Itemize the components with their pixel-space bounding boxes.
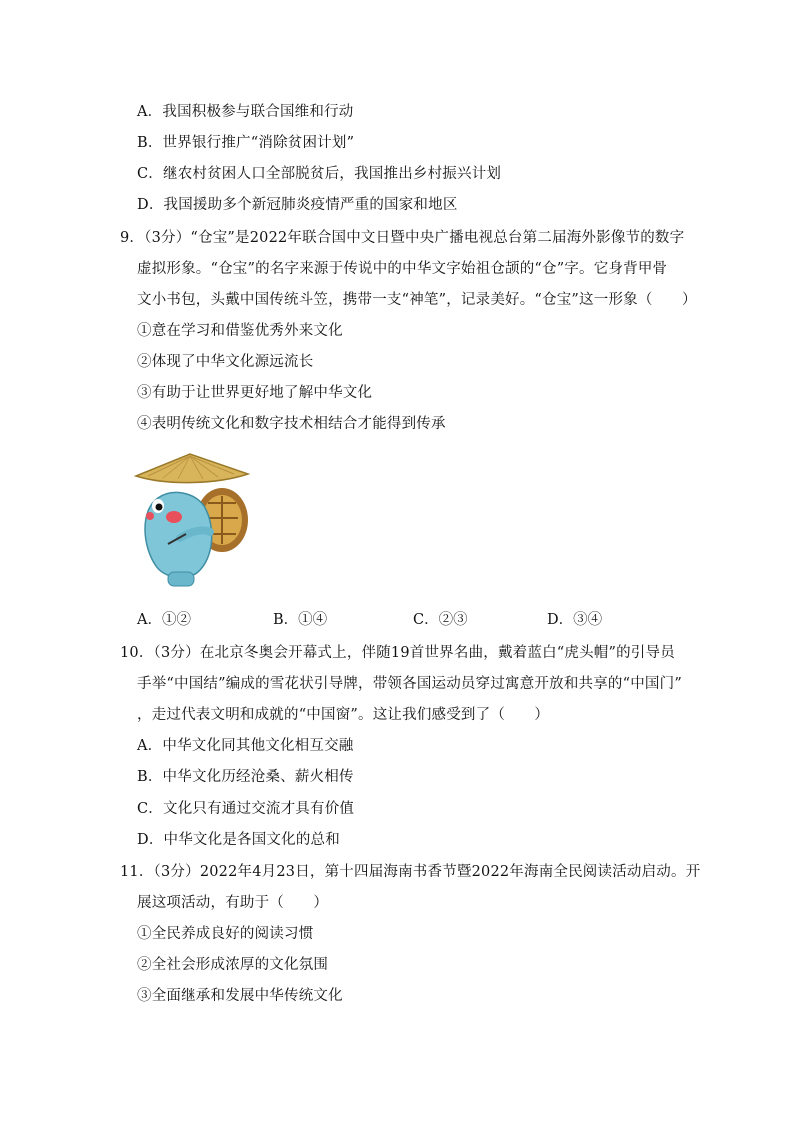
q9-stem-line-3: 文小书包，头戴中国传统斗笠，携带一支“神笔”，记录美好。“仓宝”这一形象（ ） [137,292,697,308]
q8-option-c: C．继农村贫困人口全部脱贫后，我国推出乡村振兴计划 [137,166,502,182]
q8-option-a: A．我国积极参与联合国维和行动 [137,104,354,120]
q10-stem-line-1: 10．（3分）在北京冬奥会开幕式上，伴随19首世界名曲，戴着蓝白“虎头帽”的引导员 [120,645,675,661]
q9-stem-line-2: 虚拟形象。“仓宝”的名字来源于传说中的中华文字始祖仓颉的“仓”字。它身背甲骨 [137,261,668,277]
q11-stem-line-2: 展这项活动，有助于（ ） [137,895,329,911]
q10-stem-line-2: 手举“中国结”编成的雪花状引导牌，带领各国运动员穿过寓意开放和共享的“中国门” [137,676,682,692]
q10-option-c: C．文化只有通过交流才具有价值 [137,801,355,817]
q8-option-d: D．我国援助多个新冠肺炎疫情严重的国家和地区 [137,197,458,213]
q9-answer-b: B．①④ [273,612,328,628]
q10-stem-line-3: ，走过代表文明和成就的“中国窗”。这让我们感受到了（ ） [137,707,550,723]
q10-option-d: D．中华文化是各国文化的总和 [137,832,340,848]
q9-statement-2: ②体现了中华文化源远流长 [137,354,314,370]
q9-statement-3: ③有助于让世界更好地了解中华文化 [137,385,373,401]
q9-statement-1: ①意在学习和借鉴优秀外来文化 [137,323,343,339]
q9-statement-4: ④表明传统文化和数字技术相结合才能得到传承 [137,416,446,432]
q11-statement-1: ①全民养成良好的阅读习惯 [137,926,314,942]
cangbao-mascot-image [128,448,253,593]
q10-option-b: B．中华文化历经沧桑、薪火相传 [137,769,354,785]
q8-option-b: B．世界银行推广“消除贫困计划” [137,135,355,151]
q9-stem-line-1: 9．（3分）“仓宝”是2022年联合国中文日暨中央广播电视总台第二届海外影像节的数字 [120,230,685,246]
q9-answer-a: A．①② [137,612,191,628]
q10-option-a: A．中华文化同其他文化相互交融 [137,738,354,754]
q11-statement-2: ②全社会形成浓厚的文化氛围 [137,957,329,973]
q11-stem-line-1: 11．（3分）2022年4月23日，第十四届海南书香节暨2022年海南全民阅读活动启动。开 [120,864,701,880]
q9-answer-c: C．②③ [413,612,468,628]
q11-statement-3: ③全面继承和发展中华传统文化 [137,988,343,1004]
q9-answer-d: D．③④ [547,612,603,628]
q9-answer-row [137,610,657,630]
